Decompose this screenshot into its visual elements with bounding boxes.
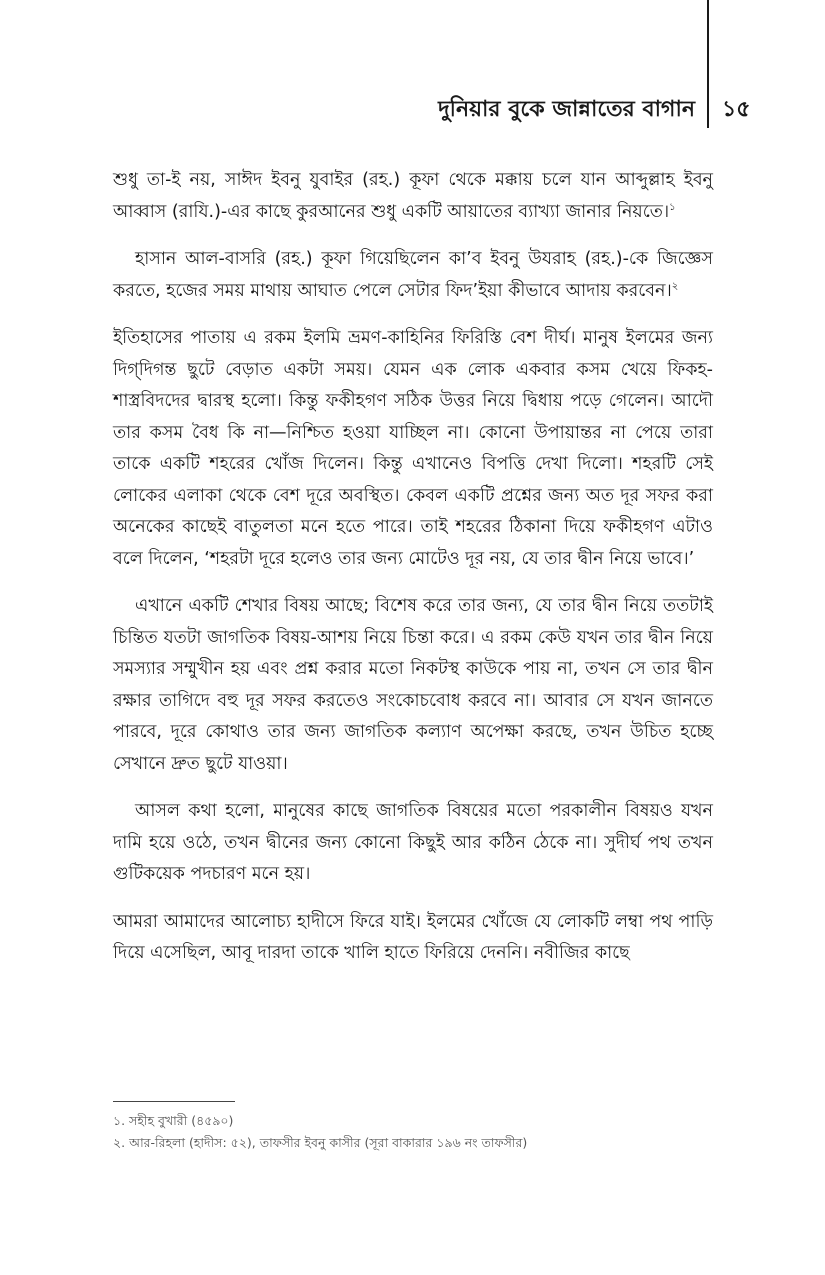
paragraph-2 [113, 244, 713, 307]
header-vertical-rule [707, 0, 709, 128]
paragraph-3-text: ইতিহাসের পাতায় এ রকম ইলমি ভ্রমণ-কাহিনির ফিরিস্তি বেশ দীর্ঘ। মানুষ ইলমের জন্য দিগ্‌দিগন্ত ছুটে বেড়াত একটা সময়। যেমন এক লোক একবার কসম খেয়ে ফিকহ-শাস্ত্রবিদদের দ্বারস্থ হলো। কিন্তু ফকীহগণ সঠিক উত্তর নিয়ে দ্বিধায় পড়ে গেলেন। আদৌ তার কসম বৈধ কি না—নিশ্চিত হওয়া যাচ্ছিল না। কোনো উপায়ান্তর না পেয়ে তারা তাকে একটি শহরের খোঁজ দিলেন। কিন্তু এখানেও বিপত্তি দেখা দিলো। শহরটি সেই লোকের এলাকা থেকে বেশ দূরে অবস্থিত। কেবল একটি প্রশ্নের জন্য অত দূর সফর করা অনেকের কাছেই বাতুলতা মনে হতে পারে। তাই শহরের ঠিকানা দিয়ে ফকীহগণ এটাও বলে দিলেন, ‘শহরটা দূরে হলেও তার জন্য মোটেও দূর নয়, যে তার দ্বীন নিয়ে ভাবে।’ [113, 328, 713, 569]
footnote-ref-2: ২ [671, 280, 679, 292]
paragraph-5 [113, 796, 713, 891]
running-title: দুনিয়ার বুকে জান্নাতের বাগান [438, 97, 695, 122]
paragraph-6-text: আমরা আমাদের আলোচ্য হাদীসে ফিরে যাই। ইলমের খোঁজে যে লোকটি লম্বা পথ পাড়ি দিয়ে এসেছিল, আবূ দারদা তাকে খালি হাতে ফিরিয়ে দেননি। নবীজির কাছে [113, 911, 713, 963]
paragraph-2-text: হাসান আল-বাসরি (রহ.) কূফা গিয়েছিলেন কা’ব ইবনু উযরাহ (রহ.)-কে জিজ্ঞেস করতে, হজের সময় মাথায় আঘাত পেলে সেটার ফিদ’ইয়া কীভাবে আদায় করবেন। [113, 249, 713, 301]
paragraph-5-text: আসল কথা হলো, মানুষের কাছে জাগতিক বিষয়ের মতো পরকালীন বিষয়ও যখন দামি হয়ে ওঠে, তখন দ্বীনের জন্য কোনো কিছুই আর কঠিন ঠেকে না। সুদীর্ঘ পথ তখন গুটিকয়েক পদচারণ মনে হয়। [113, 801, 713, 884]
paragraph-6 [113, 907, 713, 970]
footnote-ref-1: ১ [669, 201, 676, 213]
footnote-1: ১. সহীহ বুখারী (৪৫৯০) [113, 1113, 234, 1128]
paragraph-1 [113, 165, 713, 228]
paragraph-1-text: শুধু তা-ই নয়, সাঈদ ইবনু যুবাইর (রহ.) কূফা থেকে মক্কায় চলে যান আব্দুল্লাহ ইবনু আব্বাস (রাযি.)-এর কাছে কুরআনের শুধু একটি আয়াতের ব্যাখ্যা জানার নিয়তে। [113, 170, 713, 222]
body-text [113, 165, 713, 986]
footnote-2: ২. আর-রিহলা (হাদীস: ৫২), তাফসীর ইবনু কাসীর (সূরা বাকারার ১৯৬ নং তাফসীর) [113, 1135, 528, 1150]
paragraph-3 [113, 323, 713, 575]
paragraph-4 [113, 591, 713, 780]
footnote-separator [113, 1101, 235, 1102]
page-number: ১৫ [722, 97, 751, 122]
footnotes [113, 1110, 713, 1154]
paragraph-4-text: এখানে একটি শেখার বিষয় আছে; বিশেষ করে তার জন্য, যে তার দ্বীন নিয়ে ততটাই চিন্তিত যতটা জাগতিক বিষয়-আশয় নিয়ে চিন্তা করে। এ রকম কেউ যখন তার দ্বীন নিয়ে সমস্যার সম্মুখীন হয় এবং প্রশ্ন করার মতো নিকটস্থ কাউকে পায় না, তখন সে তার দ্বীন রক্ষার তাগিদে বহু দূর সফর করতেও সংকোচবোধ করবে না। আবার সে যখন জানতে পারবে, দূরে কোথাও তার জন্য জাগতিক কল্যাণ অপেক্ষা করছে, তখন উচিত হচ্ছে সেখানে দ্রুত ছুটে যাওয়া। [113, 596, 713, 774]
